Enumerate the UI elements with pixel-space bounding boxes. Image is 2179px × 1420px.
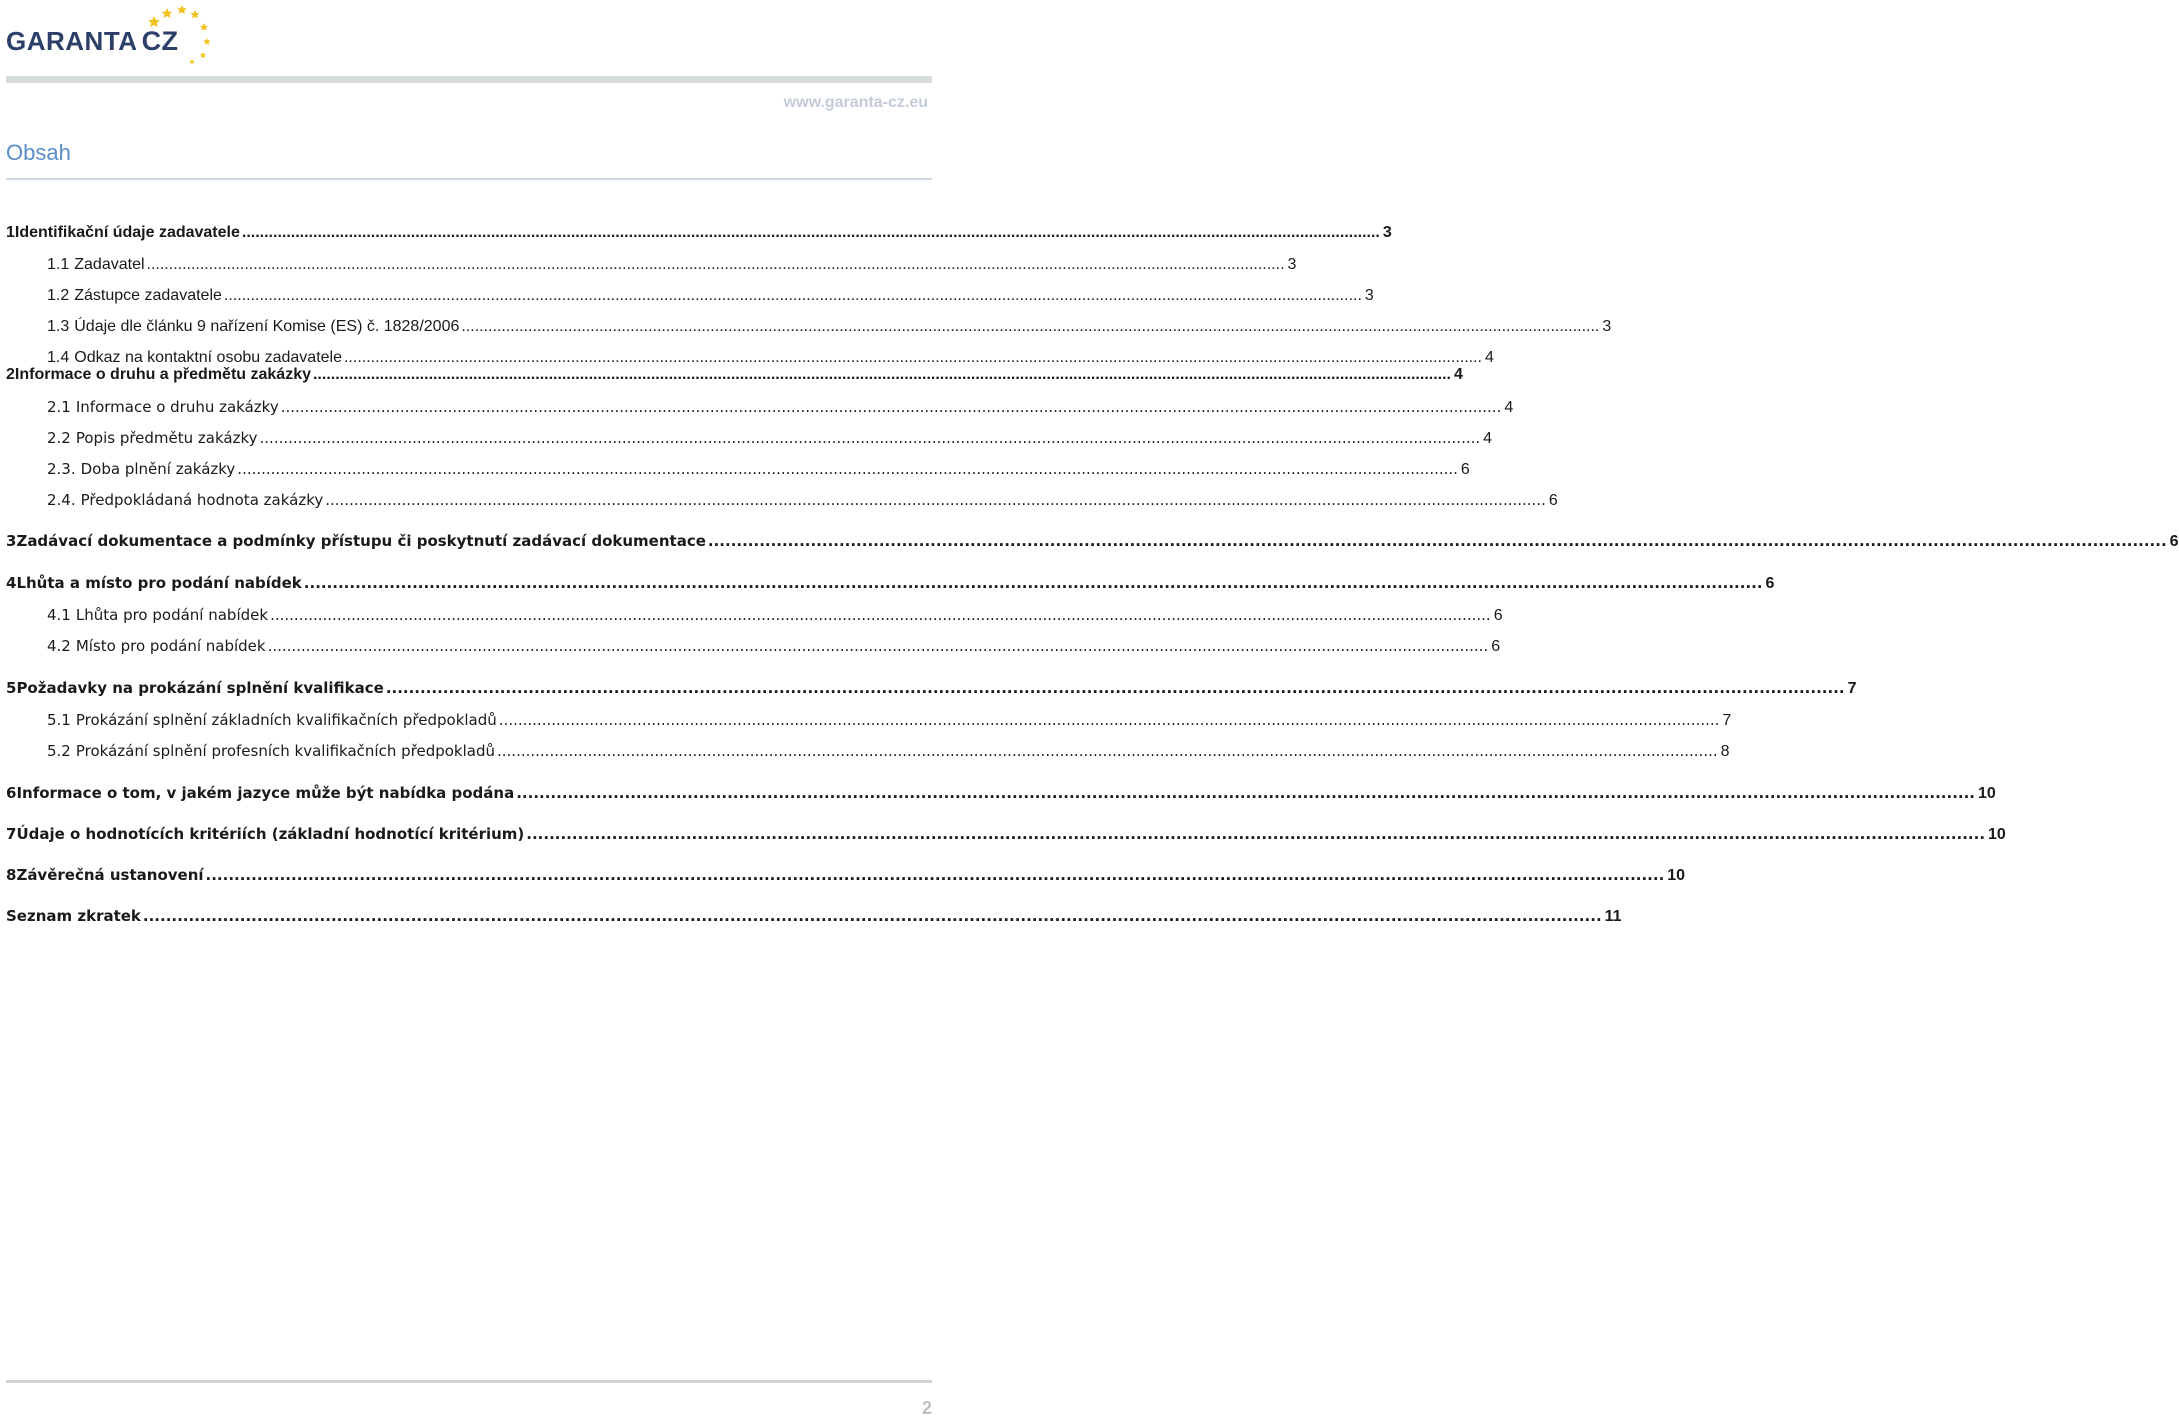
toc-entry-number: 1: [6, 224, 15, 241]
toc-entry-title: Prokázání splnění profesních kvalifikačních předpokladů: [75, 742, 495, 760]
toc-entry-page: 6: [1491, 638, 1501, 655]
toc-entry-number: 4: [6, 574, 17, 592]
toc-dot-leader: [325, 491, 1546, 509]
toc-entry-page: 4: [1504, 399, 1514, 416]
toc-entry-title: Údaje dle článku 9 nařízení Komise (ES) č. 1828/2006: [74, 318, 460, 335]
toc-entry-1-3[interactable]: [47, 318, 1612, 336]
toc-dot-leader: [708, 532, 2167, 550]
footer-rule: [6, 1380, 932, 1383]
toc-entry-number: 2.4.: [47, 491, 76, 509]
toc-entry-title: Lhůta pro podání nabídek: [75, 606, 269, 624]
toc-entry-5-2[interactable]: [47, 742, 1730, 761]
toc-entry-number: 1.3: [47, 318, 70, 335]
toc-entry-1-2[interactable]: [47, 287, 1374, 305]
toc-entry-title: Lhůta a místo pro podání nabídek: [16, 574, 302, 592]
toc-entry-3[interactable]: [6, 532, 2179, 551]
toc-entry-page: 6: [1493, 607, 1503, 624]
toc-entry-title: Předpokládaná hodnota zakázky: [80, 491, 324, 509]
toc-entry-title: Doba plnění zakázky: [80, 460, 236, 478]
toc-entry-number: 1.2: [47, 287, 70, 304]
star-icon: [189, 59, 194, 64]
toc-entry-title: Požadavky na prokázání splnění kvalifikace: [16, 679, 384, 697]
toc-entry-title: Zadávací dokumentace a podmínky přístupu či poskytnutí zadávací dokumentace: [16, 532, 706, 550]
toc-dot-leader: [237, 460, 1458, 478]
star-icon: [200, 23, 208, 31]
toc-entry-number: 1.4: [47, 349, 70, 366]
toc-entry-4[interactable]: [6, 574, 1775, 593]
toc-entry-page: 3: [1287, 256, 1297, 273]
toc-entry-abbreviations[interactable]: [6, 907, 1622, 926]
toc-entry-number: 3: [6, 532, 17, 550]
eu-stars-icon: [134, 2, 218, 64]
toc-dot-leader: [270, 606, 1491, 624]
toc-entry-number: 4.1: [47, 606, 71, 624]
toc-dot-leader: [461, 318, 1599, 336]
toc-dot-leader: [147, 256, 1285, 274]
toc-entry-page: 3: [1602, 318, 1612, 335]
toc-entry-2-1[interactable]: [47, 398, 1514, 417]
toc-entry-2-4[interactable]: [47, 491, 1558, 510]
toc-entry-title: Informace o tom, v jakém jazyce může být nabídka podána: [16, 784, 515, 802]
toc-entry-title: Seznam zkratek: [6, 907, 141, 925]
toc-entry-title: Informace o druhu zakázky: [75, 398, 279, 416]
toc-entry-number: 2: [6, 366, 15, 383]
toc-dot-leader: [304, 574, 1763, 592]
toc-entry-number: 5.2: [47, 742, 71, 760]
toc-dot-leader: [224, 287, 1362, 305]
toc-dot-leader: [497, 742, 1718, 760]
toc-entry-page: 7: [1722, 712, 1732, 729]
logo-text: GARANTA: [6, 26, 138, 56]
toc-entry-2[interactable]: [6, 366, 1463, 384]
toc-entry-page: 10: [1988, 826, 2006, 843]
logo-suffix: CZ: [141, 26, 179, 56]
star-icon: [148, 16, 160, 27]
toc-entry-page: 6: [1460, 461, 1470, 478]
toc-entry-title: Informace o druhu a předmětu zakázky: [14, 366, 311, 383]
star-icon: [190, 10, 199, 18]
toc-entry-number: 5: [6, 679, 17, 697]
toc-dot-leader: [143, 907, 1602, 925]
star-icon: [200, 52, 207, 58]
toc-dot-leader: [313, 366, 1451, 384]
toc-entry-number: 6: [6, 784, 17, 802]
star-icon: [162, 8, 173, 18]
toc-entry-number: 2.1: [47, 398, 71, 416]
toc-entry-title: Identifikační údaje zadavatele: [14, 224, 240, 241]
star-icon: [177, 5, 187, 14]
toc-entry-page: 3: [1364, 287, 1374, 304]
toc-entry-1-4[interactable]: [47, 349, 1494, 367]
heading-rule: [6, 178, 932, 180]
toc-entry-number: 8: [6, 866, 17, 884]
toc-entry-page: 8: [1720, 743, 1730, 760]
toc-dot-leader: [260, 429, 1481, 447]
toc-dot-leader: [281, 398, 1502, 416]
toc-dot-leader: [499, 711, 1720, 729]
toc-entry-page: 10: [1667, 867, 1686, 884]
toc-entry-number: 7: [6, 825, 17, 843]
toc-entry-6[interactable]: [6, 784, 1996, 803]
toc-entry-page: 4: [1484, 349, 1494, 366]
toc-entry-number: 4.2: [47, 637, 71, 655]
toc-entry-page: 11: [1604, 908, 1622, 925]
toc-entry-1-1[interactable]: [47, 256, 1297, 274]
toc-entry-4-1[interactable]: [47, 606, 1503, 625]
toc-entry-page: 4: [1453, 366, 1463, 383]
toc-entry-page: 7: [1847, 680, 1857, 697]
toc-entry-title: Závěrečná ustanovení: [16, 866, 204, 884]
toc-entry-page: 6: [1765, 575, 1775, 592]
toc-entry-page: 10: [1977, 785, 1996, 802]
toc-dot-leader: [268, 637, 1489, 655]
toc-dot-leader: [344, 349, 1482, 367]
toc-dot-leader: [242, 224, 1380, 242]
toc-dot-leader: [516, 784, 1975, 802]
toc-entry-title: Údaje o hodnotících kritériích (základní hodnotící kritérium): [16, 825, 525, 843]
toc-entry-title: Prokázání splnění základních kvalifikačních předpokladů: [75, 711, 497, 729]
toc-entry-title: Zástupce zadavatele: [74, 287, 222, 304]
toc-entry-page: 6: [2169, 533, 2179, 550]
toc-entry-number: 1.1: [47, 256, 70, 273]
toc-entry-number: 2.3.: [47, 460, 76, 478]
toc-entry-page: 4: [1483, 430, 1493, 447]
toc-dot-leader: [206, 866, 1665, 884]
garanta-logo: [6, 2, 218, 64]
toc-entry-title: Odkaz na kontaktní osobu zadavatele: [74, 349, 342, 366]
toc-entry-2-3[interactable]: [47, 460, 1470, 479]
toc-entry-4-2[interactable]: [47, 637, 1501, 656]
toc-dot-leader: [526, 825, 1985, 843]
site-url: www.garanta-cz.eu: [783, 94, 928, 111]
toc-entry-1[interactable]: [6, 224, 1392, 242]
toc-dot-leader: [386, 679, 1845, 697]
toc-entry-5-1[interactable]: [47, 711, 1732, 730]
toc-entry-7[interactable]: [6, 825, 2006, 844]
toc-heading: Obsah: [6, 140, 71, 165]
page-number: 2: [921, 1398, 932, 1418]
toc-entry-number: 5.1: [47, 711, 71, 729]
toc-entry-title: Zadavatel: [74, 256, 145, 273]
header-rule: [6, 76, 932, 83]
toc-entry-page: 6: [1548, 492, 1558, 509]
toc-entry-title: Popis předmětu zakázky: [75, 429, 258, 447]
toc-entry-page: 3: [1382, 224, 1392, 241]
star-icon: [203, 38, 210, 45]
toc-entry-5[interactable]: [6, 679, 1857, 698]
toc-entry-title: Místo pro podání nabídek: [75, 637, 266, 655]
toc-entry-8[interactable]: [6, 866, 1686, 885]
toc-entry-number: 2.2: [47, 429, 71, 447]
toc-entry-2-2[interactable]: [47, 429, 1493, 448]
